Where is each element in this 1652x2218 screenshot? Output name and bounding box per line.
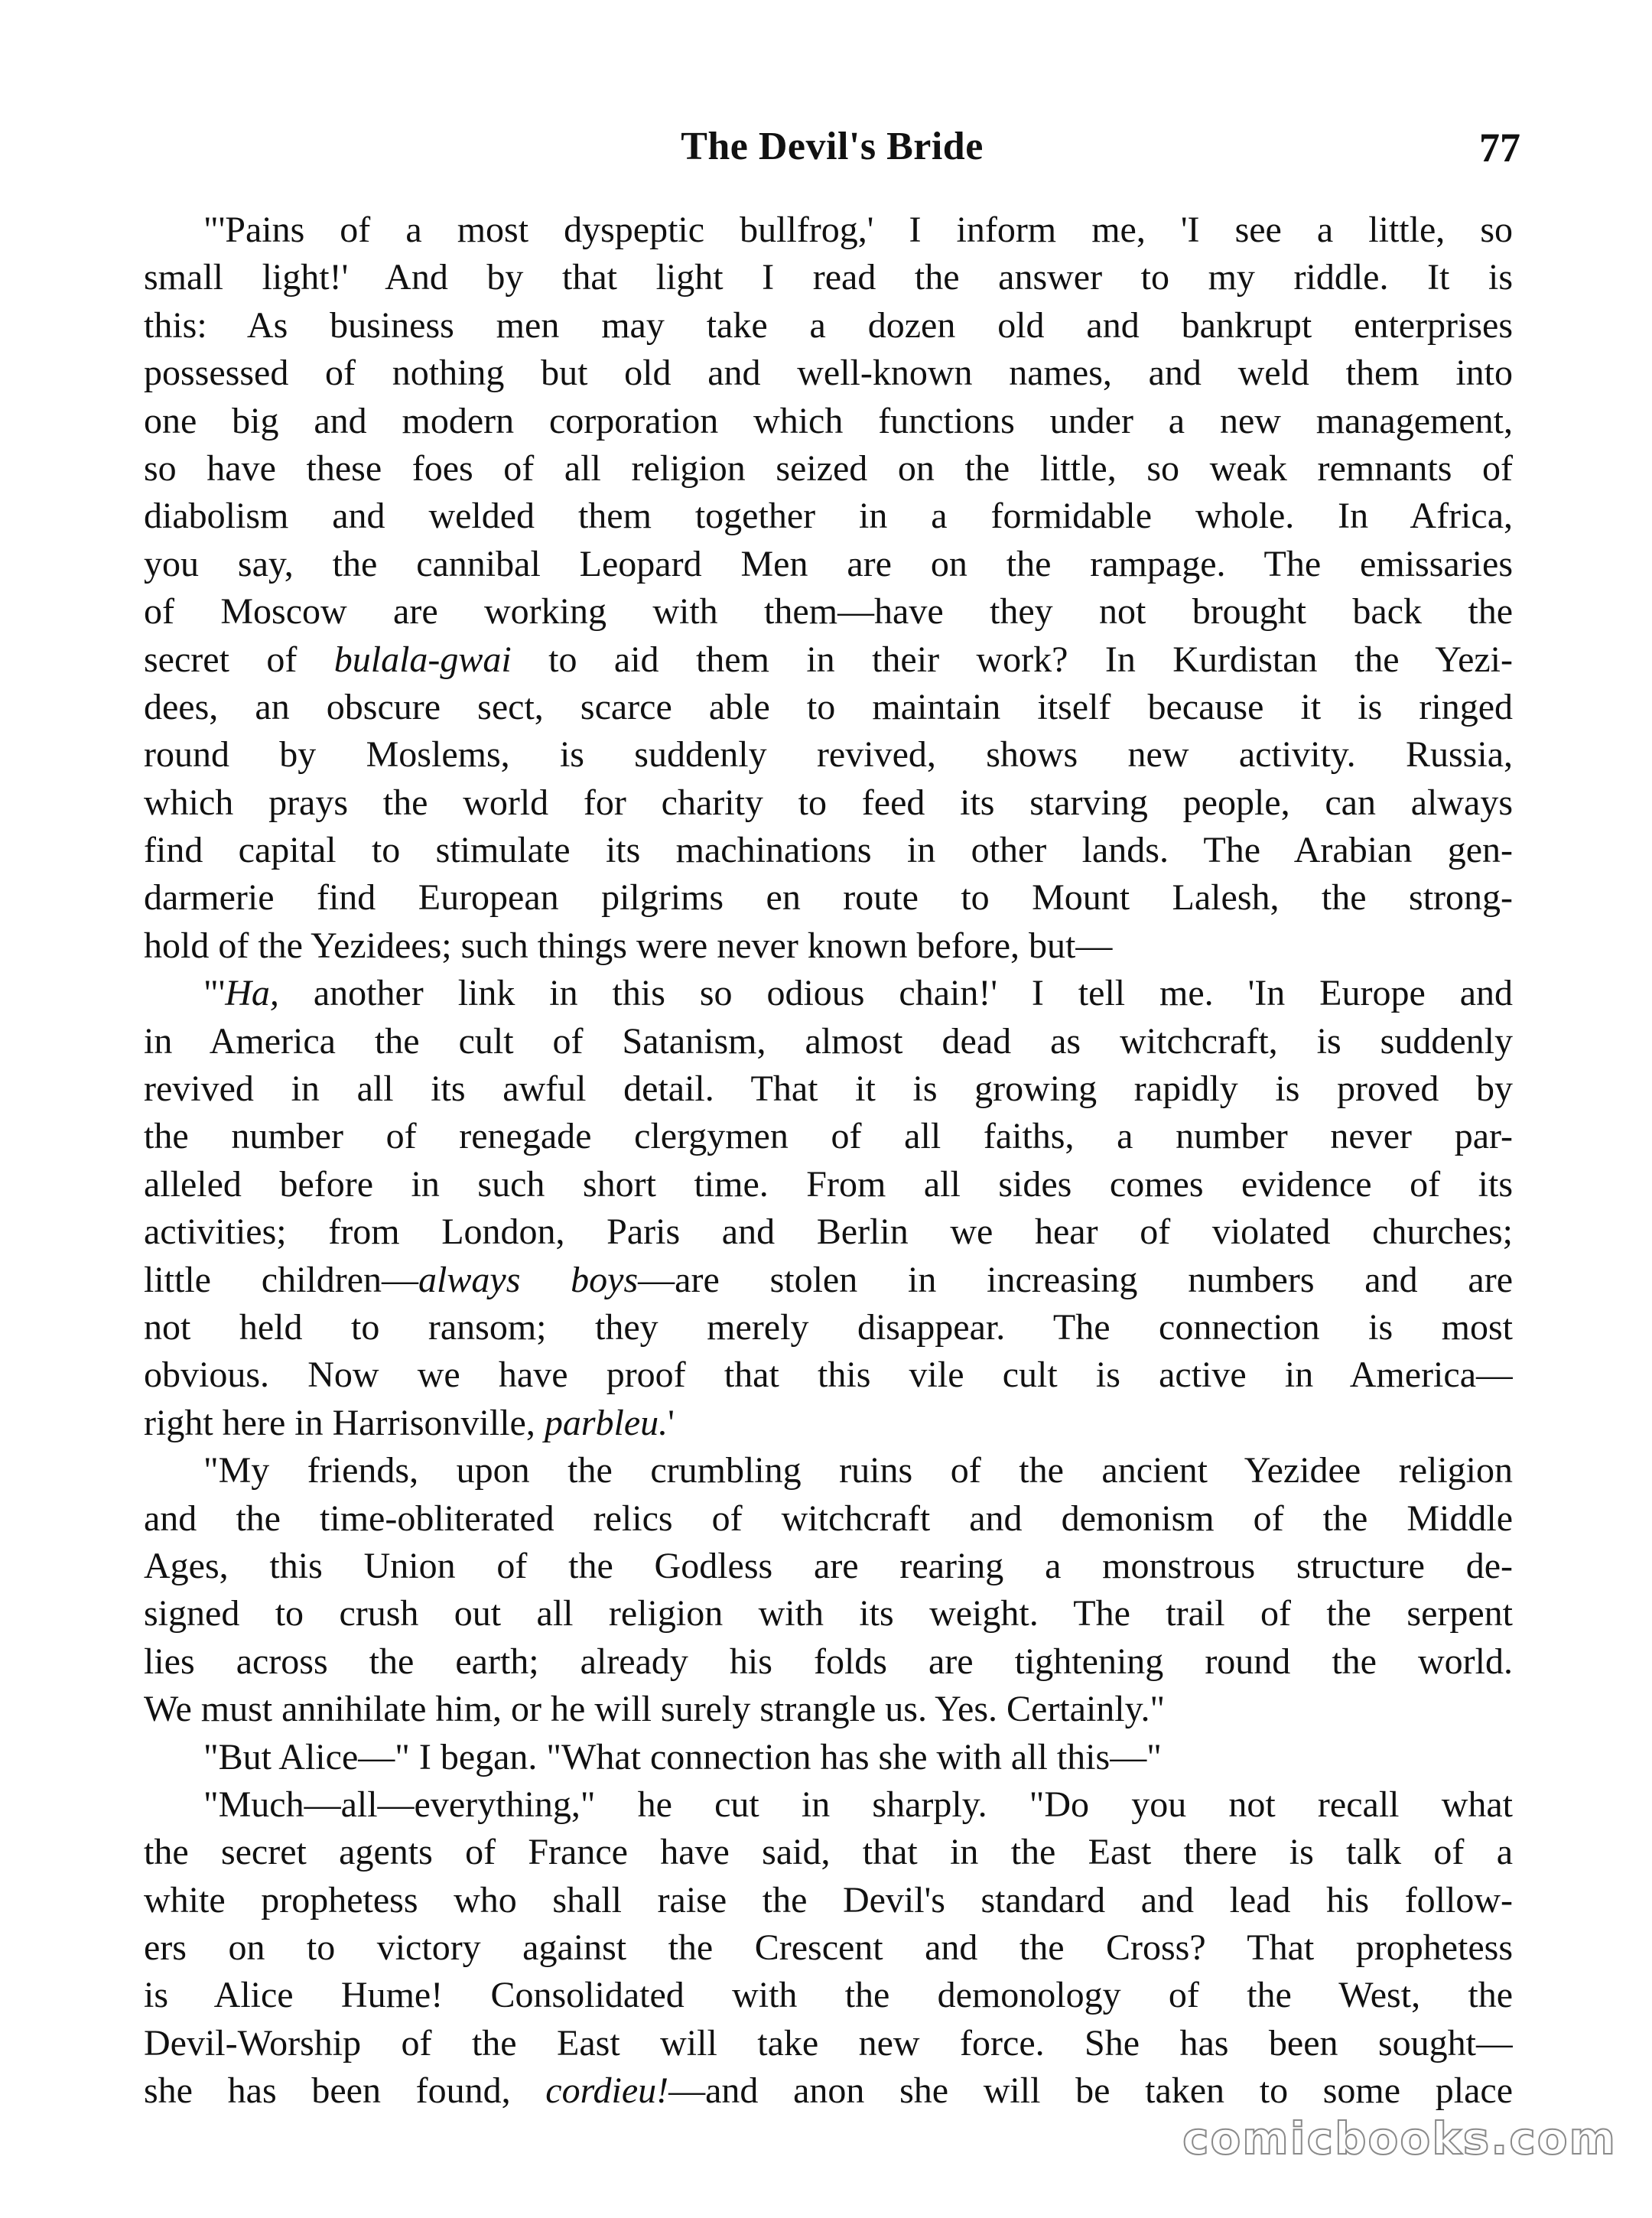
text-run: dees, an obscure sect, scarce able to maintain itself because it is ringed (144, 686, 1513, 727)
text-run: revived in all its awful detail. That it is growing rapidly is proved by (144, 1068, 1513, 1110)
italic-text: Ha, (225, 973, 279, 1014)
text-run: Ages, this Union of the Godless are rearing a monstrous structure de- (144, 1545, 1513, 1586)
text-line (144, 1781, 1513, 1829)
text-run: right here in Harrisonville, (144, 1402, 545, 1443)
page-header (144, 124, 1520, 185)
text-line (144, 1208, 1513, 1256)
text-run: secret of (144, 639, 334, 680)
text-line (144, 1018, 1513, 1065)
text-run: "But Alice—" I began. "What connection has she with all this—" (203, 1736, 1162, 1777)
text-line (144, 254, 1513, 301)
text-run: the number of renegade clergymen of all faiths, a number never par- (144, 1116, 1513, 1157)
text-line (144, 970, 1513, 1017)
text-run: diabolism and welded them together in a formidable whole. In Africa, (144, 496, 1513, 537)
text-line (144, 922, 1513, 970)
italic-text: cordieu! (545, 2070, 669, 2112)
text-line (144, 1734, 1513, 1781)
watermark-logo: comicbooks.com (1182, 2112, 1617, 2164)
text-line (144, 636, 1513, 684)
text-line (144, 1065, 1513, 1113)
text-run: so have these foes of all religion seized on the little, so weak remnants of (144, 447, 1513, 489)
text-run: another link in this so odious chain!' I tell me. 'In Europe and (278, 973, 1513, 1014)
text-run: she has been found, (144, 2070, 546, 2112)
text-run: ers on to victory against the Crescent and the Cross? That prophetess (144, 1927, 1513, 1969)
text-run: hold of the Yezidees; such things were never known before, but— (144, 925, 1113, 966)
text-line (144, 1829, 1513, 1876)
text-run: this: As business men may take a dozen old and bankrupt enterprises (144, 304, 1513, 346)
text-run: not held to ransom; they merely disappear. The connection is most (144, 1306, 1513, 1348)
text-run: "' (203, 973, 226, 1014)
text-line (144, 207, 1513, 254)
text-run: alleled before in such short time. From all sides comes evidence of its (144, 1163, 1513, 1205)
text-run: find capital to stimulate its machinations in other lands. The Arabian gen- (144, 830, 1513, 871)
text-line (144, 350, 1513, 397)
text-run: —and anon she will be taken to some place (668, 2070, 1513, 2112)
text-line (144, 1400, 1513, 1447)
text-run: you say, the cannibal Leopard Men are on the rampage. The emissaries (144, 543, 1513, 584)
text-line (144, 2020, 1513, 2067)
text-line (144, 1924, 1513, 1972)
text-line (144, 731, 1513, 779)
text-line (144, 827, 1513, 874)
text-line (144, 1351, 1513, 1399)
text-line (144, 541, 1513, 588)
text-run: lies across the earth; already his folds are tightening round the world. (144, 1641, 1513, 1682)
text-run: Devil-Worship of the East will take new force. She has been sought— (144, 2022, 1513, 2064)
text-run: We must annihilate him, or he will surely strangle us. Yes. Certainly." (144, 1689, 1166, 1730)
text-line (144, 1161, 1513, 1208)
text-run: the secret agents of France have said, that in the East there is talk of a (144, 1832, 1513, 1873)
text-run: one big and modern corporation which functions under a new management, (144, 400, 1513, 441)
text-run: "Much—all—everything," he cut in sharply. "Do you not recall what (203, 1784, 1513, 1825)
text-line (144, 1495, 1513, 1543)
body-text (144, 207, 1513, 2116)
text-line (144, 302, 1513, 350)
text-line (144, 1638, 1513, 1686)
text-line (144, 1257, 1513, 1304)
text-line (144, 874, 1513, 922)
text-run: which prays the world for charity to feed its starving people, can always (144, 782, 1513, 823)
text-line (144, 398, 1513, 445)
text-line (144, 1447, 1513, 1494)
text-line (144, 1686, 1513, 1733)
text-run: round by Moslems, is suddenly revived, shows new activity. Russia, (144, 734, 1513, 776)
page-number: 77 (1479, 125, 1520, 171)
text-run: and the time-obliterated relics of witchcraft and demonism of the Middle (144, 1498, 1513, 1539)
text-run: "My friends, upon the crumbling ruins of the ancient Yezidee religion (203, 1450, 1513, 1491)
italic-text: always boys (418, 1259, 639, 1300)
text-line (144, 1877, 1513, 1924)
text-line (144, 1304, 1513, 1351)
text-line (144, 588, 1513, 636)
text-run: activities; from London, Paris and Berlin we hear of violated churches; (144, 1211, 1513, 1253)
text-line (144, 779, 1513, 827)
text-line (144, 493, 1513, 540)
text-run: white prophetess who shall raise the Devil's standard and lead his follow- (144, 1879, 1513, 1920)
text-run: signed to crush out all religion with its weight. The trail of the serpent (144, 1593, 1513, 1634)
text-line (144, 2067, 1513, 2115)
text-line (144, 1543, 1513, 1590)
text-run: "'Pains of a most dyspeptic bullfrog,' I inform me, 'I see a little, so (203, 210, 1513, 250)
italic-text: bulala-gwai (333, 639, 512, 680)
italic-text: parbleu. (544, 1402, 668, 1443)
text-run: possessed of nothing but old and well-known names, and weld them into (144, 353, 1513, 394)
text-run: of Moscow are working with them—have they not brought back the (144, 591, 1513, 633)
text-line (144, 445, 1513, 493)
text-run: in America the cult of Satanism, almost dead as witchcraft, is suddenly (144, 1020, 1513, 1062)
text-run: obvious. Now we have proof that this vile cult is active in America— (144, 1355, 1513, 1396)
text-run: to aid them in their work? In Kurdistan the Yezi- (511, 639, 1513, 680)
running-title: The Devil's Bride (681, 125, 984, 168)
text-run: small light!' And by that light I read the answer to my riddle. It is (144, 257, 1513, 298)
text-line (144, 1113, 1513, 1160)
text-line (144, 684, 1513, 731)
text-run: is Alice Hume! Consolidated with the demonology of the West, the (144, 1975, 1513, 2016)
text-run: darmerie find European pilgrims en route to Mount Lalesh, the strong- (144, 877, 1513, 919)
text-line (144, 1972, 1513, 2019)
text-run: —are stolen in increasing numbers and are (638, 1259, 1513, 1300)
text-run: little children— (144, 1259, 419, 1300)
text-run: ' (668, 1402, 675, 1443)
text-line (144, 1590, 1513, 1637)
